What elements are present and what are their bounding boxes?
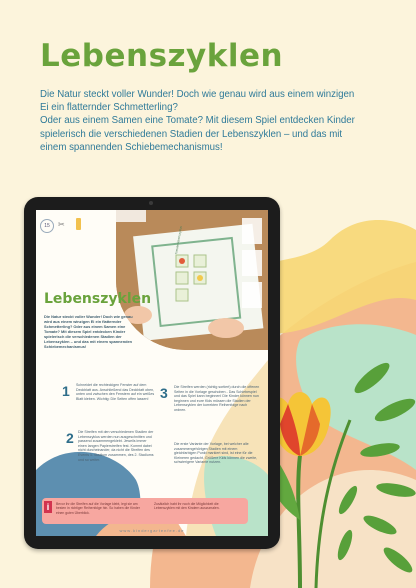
step-number: 3 — [160, 385, 168, 401]
intro-text — [40, 88, 390, 154]
intro-line: einem spannenden Schiebemechanismus! — [40, 141, 223, 153]
camera-dot — [149, 201, 153, 205]
step-text: Die Streifen mit den verschiedenen Stadien der Lebenszyklus werden nun ausgeschnitten und passend zusammengeklebt. Jeweils immer einen langen Papierstreifen fest. Kommt dabei nicht durcheinander, da nicht die Streifen des Events 1. Stadium zusammen, des 2. Stadiums und so weiter. — [78, 430, 154, 462]
photo-card-label: Tomatenlebenszyklus — [174, 225, 183, 255]
intro-line: Die Natur steckt voller Wunder! Doch wie genau wird aus einem winzigen — [40, 89, 355, 100]
step-text: Schneidet die rechteckigen Fenster auf dem Deckblatt aus. Anschließend das Deckblatt oben, unten und zwischen den Fenstern auf ein weißes Blatt kleben. Wichtig: Die Seiten offen lassen! — [76, 383, 155, 401]
intro-line: Oder aus einem Samen eine Tomate? Mit diesem Spiel entdecken Kinder — [40, 115, 355, 127]
tablet-screen — [36, 210, 268, 536]
step-number: 1 — [62, 383, 70, 399]
screen-title: Lebenszyklen — [44, 291, 152, 307]
tablet-mockup — [24, 197, 280, 549]
variant-text: Die erste Variante der Vorlage, bei welcher alle zusammengehörigen Stadien mit einem gleichfarbigen Punkt markiert sind, ist eine für die Kleineren gedacht. Größere Kids können die zweite, schwierigere Variante nutzen. — [174, 442, 258, 465]
info-icon: i — [44, 501, 52, 513]
step-text: Die Streifen werden (richtig sortiert) durch die offenen Seiten in die Vorlage geschoben - Das Schiebespiel und das Spiel kann beginnen! Die Kinder können nun beginnen und eure Kids müssen die Stadien der Lebenszyklen der korrekten Reihenfolge nach ordnen. — [174, 385, 260, 412]
scissors-icon: ✂ — [58, 220, 65, 229]
website-url[interactable]: www.kindergartenfee.de — [119, 528, 185, 533]
pencil-icon — [76, 218, 81, 230]
info-tip: Bevor ihr die Streifen auf die Vorlage klebt, legt sie am besten in richtiger Reihenfolge hin. So haben die Kinder einen guten Überblick. — [56, 502, 140, 515]
page-number-badge: 15 — [40, 219, 54, 233]
intro-line: spielerisch die verschiedenen Stadien der Lebenszyklen – und das mit — [40, 128, 343, 140]
info-tip: Zusätzlich habt ihr noch die Möglichkeit die Lebenszyklen mit den Kindern auszumalen. — [154, 502, 220, 511]
screen-intro: Die Natur steckt voller Wunder! Doch wie genau wird aus einem winzigen Ei ein flatternder Schmetterling? Oder aus einem Samen eine Tomate? Mit diesem Spiel entdecken Kinder spielerisch die verschiedenen Stadien der Lebenszyklen – und das mit einem spannenden Schiebemechanismus! — [44, 314, 133, 349]
step-number: 2 — [66, 430, 74, 446]
intro-line: Ei ein flatternder Schmetterling? — [40, 102, 178, 114]
page-title: Lebenszyklen — [40, 38, 284, 74]
info-bar — [42, 498, 248, 524]
